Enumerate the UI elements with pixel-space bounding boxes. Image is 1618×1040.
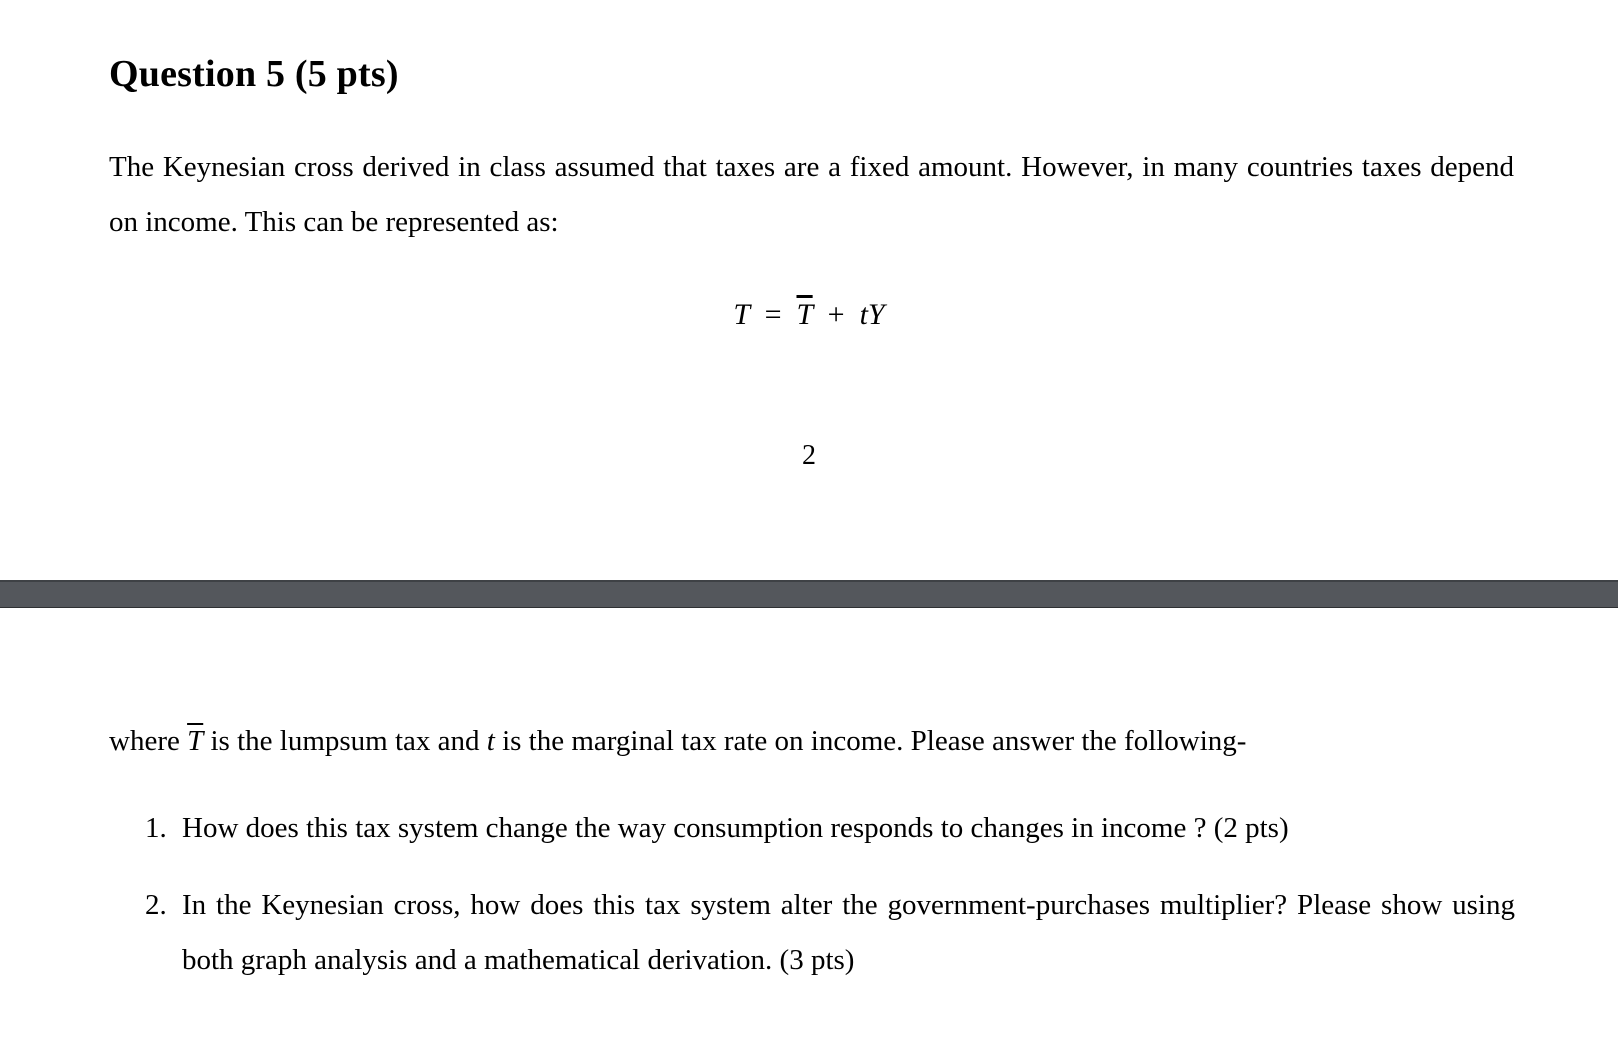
question-heading: Question 5 (5 pts)	[109, 53, 399, 95]
equation-plus: +	[827, 298, 845, 331]
question-item-2	[145, 878, 1515, 988]
where-mid1: is the lumpsum tax and	[203, 725, 487, 757]
where-paragraph	[109, 721, 1514, 761]
question-number: 2.	[145, 889, 167, 921]
equation-lhs: T	[733, 298, 750, 331]
where-mid2: is the marginal tax rate on income. Please answer the following-	[494, 725, 1247, 757]
intro-paragraph: The Keynesian cross derived in class assumed that taxes are a fixed amount. However, in many countries taxes depend on income. This can be represented as:	[109, 151, 1514, 238]
where-lumpsum-symbol: $\overline{T}$	[187, 725, 204, 757]
question-list-1	[145, 801, 1515, 856]
equation-lumpsum-tax: $\overline{T}$	[796, 298, 813, 331]
where-rate-symbol: t	[486, 725, 495, 757]
tax-equation	[0, 298, 1618, 332]
question-text: In the Keynesian cross, how does this tax system alter the government-purchases multiplier? Please show using both graph analysis and a mathematical derivation. (3 pts)	[182, 889, 1515, 976]
question-text: How does this tax system change the way consumption responds to changes in income ? (2 pts)	[182, 812, 1289, 844]
question-item-1	[145, 801, 1515, 856]
equation-equals: =	[764, 298, 782, 331]
page-separator	[0, 580, 1618, 608]
equation-rhs: tY	[859, 298, 885, 331]
where-before: where	[109, 725, 188, 757]
question-list-2	[145, 878, 1515, 988]
page-number: 2	[802, 440, 816, 471]
question-number: 1.	[145, 812, 167, 844]
